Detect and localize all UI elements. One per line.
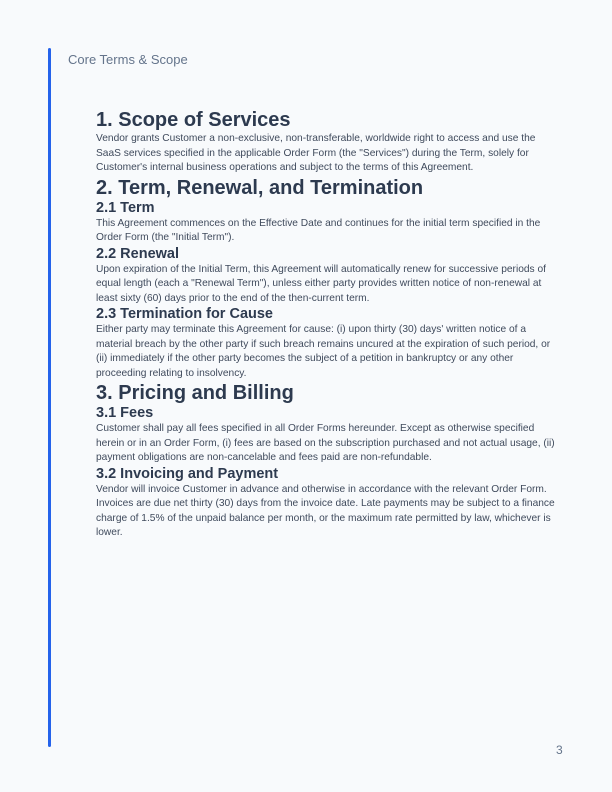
subsection-paragraph: Either party may terminate this Agreement for cause: (i) upon thirty (30) days' written notice of a material breach by the other party if such breach remains uncured at the expiration of such period, or (ii) immediately if the other party becomes the subject of a petition in bankruptcy or any other proceeding relating to insolvency. xyxy=(96,324,551,379)
subsection-heading: 2.1 Term xyxy=(96,199,155,216)
section-heading: 2. Term, Renewal, and Termination xyxy=(96,176,424,199)
page-number: 3 xyxy=(556,743,563,757)
section-heading: 3. Pricing and Billing xyxy=(96,382,294,404)
section-paragraph: Vendor grants Customer a non-exclusive, non-transferable, worldwide right to access and use the SaaS services specified in the applicable Order Form (the "Services") during the Term, solely for Customer's internal business operations and subject to the terms of this Agreement. xyxy=(96,133,536,173)
subsection-paragraph: Customer shall pay all fees specified in all Order Forms hereunder. Except as otherwise specified herein or in an Order Form, (i) fees are based on the subscription purchased and not actual usage, (ii) payment obligations are non-cancelable and fees paid are non-refundable. xyxy=(96,423,555,463)
subsection-paragraph: Vendor will invoice Customer in advance and otherwise in accordance with the relevant Order Form. Invoices are due net thirty (30) days from the invoice date. Late payments may be subject to a finance charge of 1.5% of the unpaid balance per month, or the maximum rate permitted by law, whichever is lower. xyxy=(96,483,555,538)
subsection-heading: 2.3 Termination for Cause xyxy=(96,306,273,322)
subsection-heading: 3.2 Invoicing and Payment xyxy=(96,465,279,482)
section-heading: 1. Scope of Services xyxy=(96,109,291,131)
subsection-paragraph: Upon expiration of the Initial Term, this Agreement will automatically renew for successive periods of equal length (each a "Renewal Term"), unless either party provides written notice of non-renewal at least sixty (60) days prior to the end of the then-current term. xyxy=(96,263,546,304)
subsection-heading: 2.2 Renewal xyxy=(96,245,180,262)
document-body xyxy=(96,108,558,541)
running-header: Core Terms & Scope xyxy=(68,52,188,67)
subsection-paragraph: This Agreement commences on the Effective Date and continues for the initial term specified in the Order Form (the "Initial Term"). xyxy=(96,217,541,243)
accent-bar xyxy=(48,48,51,747)
subsection-heading: 3.1 Fees xyxy=(96,405,154,421)
